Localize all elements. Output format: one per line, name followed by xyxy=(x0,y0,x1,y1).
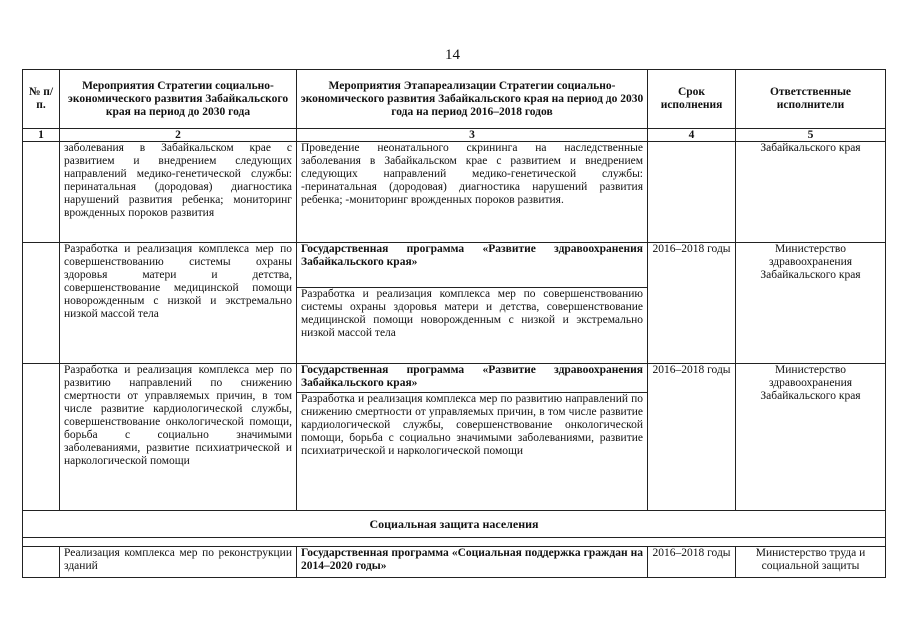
stage-program-title: Государственная программа «Развитие здравоохранения Забайкальского края» xyxy=(297,364,647,393)
stage-cell: Проведение неонатального скрининга на наследственные заболевания в Забайкальском крае с развитием и внедрением следующих направлений медико-генетической службы: -перинатальная (дородовая) диагностика нарушений развития ребенка; -мониторинг врожденных пороков развития. xyxy=(297,142,648,243)
stage-cell xyxy=(297,364,648,511)
row-num xyxy=(23,243,60,364)
term-cell xyxy=(648,142,736,243)
responsible-cell: Министерство труда и социальной защиты xyxy=(736,547,886,578)
table-row xyxy=(23,547,886,578)
column-number: 3 xyxy=(297,129,648,142)
term-cell: 2016–2018 годы xyxy=(648,243,736,364)
row-num xyxy=(23,547,60,578)
stage-program-title: Государственная программа «Социальная поддержка граждан на 2014–2020 годы» xyxy=(297,547,648,578)
table-row xyxy=(23,243,886,364)
strategy-cell: Разработка и реализация комплекса мер по развитию направлений по снижению смертности от управляемых причин, в том числе развитие кардиологической службы, совершенствование онкологической помощи, борьба с социально значимыми заболеваниями, развитие психиатрической и наркологической помощи xyxy=(60,364,297,511)
responsible-cell: Министерство здравоохранения Забайкальского края xyxy=(736,364,886,511)
responsible-cell: Забайкальского края xyxy=(736,142,886,243)
header-num: № п/п. xyxy=(23,70,60,129)
strategy-table xyxy=(22,69,886,578)
column-number: 4 xyxy=(648,129,736,142)
column-number: 5 xyxy=(736,129,886,142)
table-row xyxy=(23,142,886,243)
strategy-cell: Разработка и реализация комплекса мер по совершенствованию системы охраны здоровья матери и детства, совершенствование медицинской помощи новорожденным с низкой и экстремально низкой массой тела xyxy=(60,243,297,364)
stage-cell xyxy=(297,243,648,364)
responsible-cell: Министерство здравоохранения Забайкальского края xyxy=(736,243,886,364)
spacer-row xyxy=(23,538,886,547)
header-stage: Мероприятия Этапареализации Стратегии социально-экономического развития Забайкальского края на период до 2030 года на период 2016–2018 годов xyxy=(297,70,648,129)
header-row xyxy=(23,70,886,129)
strategy-cell: Реализация комплекса мер по реконструкции зданий xyxy=(60,547,297,578)
header-term: Срок исполнения xyxy=(648,70,736,129)
column-number: 2 xyxy=(60,129,297,142)
section-title: Социальная защита населения xyxy=(23,511,886,538)
term-cell: 2016–2018 годы xyxy=(648,364,736,511)
table-row xyxy=(23,364,886,511)
page-number: 14 xyxy=(445,47,460,63)
row-num xyxy=(23,142,60,243)
strategy-cell: заболевания в Забайкальском крае с развитием и внедрением следующих направлений медико-генетической службы: перинатальная (дородовая) диагностика нарушений развития ребенка; мониторинг врожденных пороков развития xyxy=(60,142,297,243)
stage-program-text: Разработка и реализация комплекса мер по совершенствованию системы охраны здоровья матери и детства, совершенствование медицинской помощи новорожденным с низкой и экстремально низкой массой тела xyxy=(301,288,643,339)
column-number: 1 xyxy=(23,129,60,142)
term-cell: 2016–2018 годы xyxy=(648,547,736,578)
spacer-cell xyxy=(23,538,886,547)
row-num xyxy=(23,364,60,511)
section-row xyxy=(23,511,886,538)
header-strategy: Мероприятия Стратегии социально-экономического развития Забайкальского края на период до 2030 года xyxy=(60,70,297,129)
stage-program-text: Разработка и реализация комплекса мер по развитию направлений по снижению смертности от управляемых причин, в том числе развитие кардиологической службы, совершенствование онкологической помощи, борьба с социально значимыми заболеваниями, развитие психиатрической и наркологической помощи xyxy=(301,393,643,457)
header-responsible: Ответственные исполнители xyxy=(736,70,886,129)
column-number-row xyxy=(23,129,886,142)
stage-program-title: Государственная программа «Развитие здравоохранения Забайкальского края» xyxy=(297,243,647,288)
